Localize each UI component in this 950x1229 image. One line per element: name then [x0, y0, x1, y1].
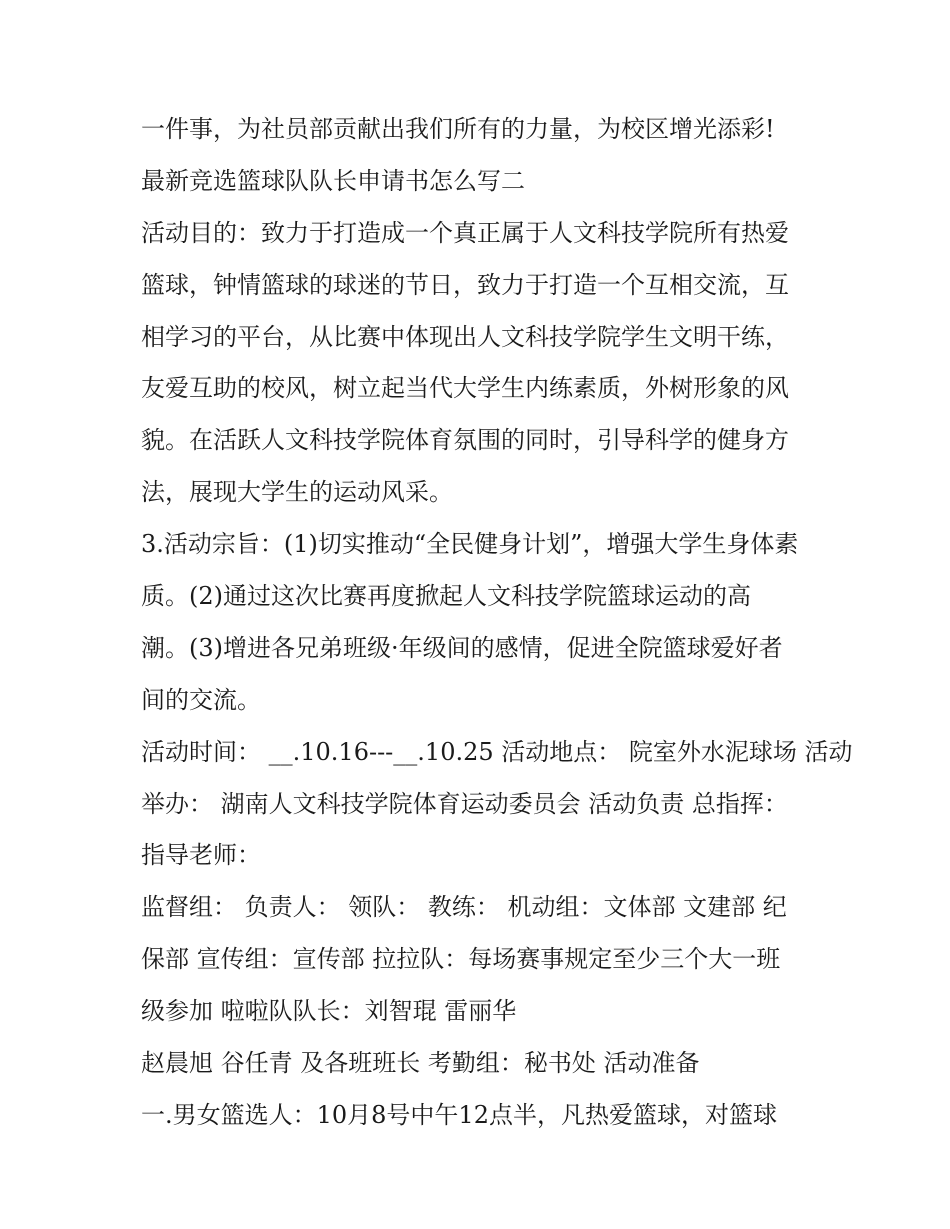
- text-line-13: 活动时间： __.10.16---__.10.25 活动地点： 院室外水泥球场 活动: [141, 737, 853, 766]
- document-body: [141, 110, 853, 1148]
- text-line-15: 指导老师：: [141, 841, 261, 870]
- section-heading: 最新竞选篮球队队长申请书怎么写二: [141, 166, 525, 195]
- text-line-12: 间的交流。: [141, 685, 261, 714]
- text-line-9: 3.活动宗旨：(1)切实推动“全民健身计划”，增强大学生身体素: [141, 530, 799, 559]
- text-line-6: 友爱互助的校风，树立起当代大学生内练素质，外树形象的风: [141, 374, 789, 403]
- text-line-18: 级参加 啦啦队队长：刘智琨 雷丽华: [141, 997, 517, 1026]
- text-line-4: 篮球，钟情篮球的球迷的节日，致力于打造一个互相交流，互: [141, 270, 789, 299]
- text-line-10: 质。(2)通过这次比赛再度掀起人文科技学院篮球运动的高: [141, 582, 751, 611]
- text-line-17: 保部 宣传组：宣传部 拉拉队：每场赛事规定至少三个大一班: [141, 945, 781, 974]
- text-line-19: 赵晨旭 谷任青 及各班班长 考勤组：秘书处 活动准备: [141, 1049, 700, 1078]
- text-line-3: 活动目的：致力于打造成一个真正属于人文科技学院所有热爱: [141, 218, 789, 247]
- text-line-8: 法，展现大学生的运动风采。: [141, 478, 453, 507]
- text-line-1: 一件事，为社员部贡献出我们所有的力量，为校区增光添彩!: [141, 115, 775, 143]
- text-line-16: 监督组： 负责人： 领队： 教练： 机动组：文体部 文建部 纪: [141, 893, 787, 922]
- text-line-11: 潮。(3)增进各兄弟班级·年级间的感情，促进全院篮球爱好者: [141, 633, 783, 662]
- text-line-7: 貌。在活跃人文科技学院体育氛围的同时，引导科学的健身方: [141, 426, 789, 455]
- text-line-14: 举办： 湖南人文科技学院体育运动委员会 活动负责 总指挥：: [141, 789, 788, 818]
- text-line-5: 相学习的平台，从比赛中体现出人文科技学院学生文明干练，: [141, 322, 789, 351]
- text-line-20: 一.男女篮选人：10月8号中午12点半，凡热爱篮球，对篮球: [141, 1100, 777, 1129]
